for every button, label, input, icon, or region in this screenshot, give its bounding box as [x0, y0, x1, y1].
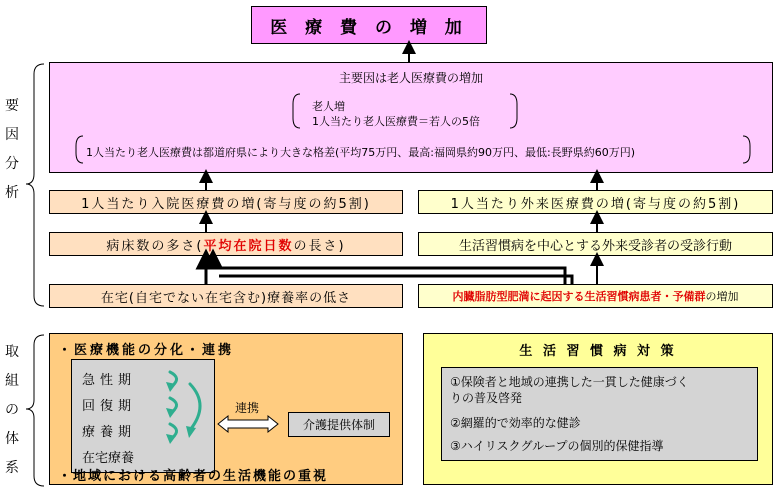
main-factor-heading: 主要因は老人医療費の増加 [338, 71, 483, 85]
side-char: 析 [5, 185, 19, 201]
main-factor-box [49, 62, 773, 173]
side-char: 組 [5, 373, 19, 389]
page-title: 医 療 費 の 増 加 [270, 17, 468, 38]
lifestyle-item: ②網羅的で効率的な健診 [450, 416, 581, 430]
avg-hospital-stay: 平均在院日数 [203, 238, 294, 254]
elderly-cost-ratio: 1人当たり老人医療費＝若人の5倍 [312, 115, 480, 128]
page-title-box [251, 6, 487, 44]
bed-count-prefix: 病床数の多さ( [106, 238, 204, 254]
stage-acute: 急性期 [82, 373, 137, 388]
arrow-metabolic-to-beds [213, 259, 565, 284]
stage-long-term: 療養期 [82, 425, 137, 440]
stage-recovery: 回復期 [82, 399, 137, 414]
side-char: 因 [5, 127, 19, 143]
factor-brace [26, 64, 44, 306]
outpatient-increase-box [418, 190, 773, 214]
side-char: 分 [5, 156, 19, 172]
outpatient-behavior-text: 生活習慣病を中心とする外来受診者の受診行動 [458, 238, 732, 254]
metabolic-suffix: の増加 [705, 290, 739, 303]
measure-brace [26, 335, 44, 486]
side-char: 要 [5, 98, 19, 114]
metabolic-box [418, 284, 773, 308]
outpatient-increase-text: 1人当たり外来医療費の増(寄与度の約5割) [450, 196, 741, 212]
care-system-box [288, 412, 390, 437]
medical-function-footer: ・地域における高齢者の生活機能の重視 [58, 469, 329, 484]
side-char: 取 [5, 344, 19, 360]
lifestyle-items-box [441, 367, 758, 461]
home-care-box [49, 284, 403, 308]
side-char: 系 [5, 460, 19, 476]
stage-home-care: 在宅療養 [82, 451, 135, 466]
bed-count-text [106, 235, 345, 254]
care-stages-box [71, 359, 215, 473]
medical-function-box [49, 333, 403, 485]
home-care-text: 在宅(自宅でない在宅含む)療養率の低さ [100, 290, 352, 306]
bed-count-box [49, 232, 403, 256]
regional-gap-text: 1人当たり老人医療費は都道府県により大きな格差(平均75万円、最高:福岡県約90万円、最低:長野県約60万円) [86, 146, 635, 159]
medical-function-heading: ・医療機能の分化・連携 [58, 343, 235, 358]
outpatient-behavior-box [418, 232, 773, 256]
factor-side-label [2, 92, 22, 208]
lifestyle-box [423, 333, 773, 485]
side-char: 体 [5, 431, 19, 447]
side-char: の [5, 402, 19, 418]
lifestyle-heading: 生 活 習 慣 病 対 策 [519, 344, 677, 359]
lifestyle-item: ③ハイリスクグループの個別的保健指導 [450, 439, 664, 453]
elderly-increase: 老人増 [312, 100, 345, 113]
measure-side-label [2, 338, 22, 483]
lifestyle-item: ①保険者と地域の連携した一貫した健康づくりの普及啓発 [450, 375, 689, 405]
inpatient-increase-text: 1人当たり入院医療費の増(寄与度の約5割) [81, 196, 371, 212]
care-system-text: 介護提供体制 [302, 418, 375, 432]
inpatient-increase-box [49, 190, 403, 214]
metabolic-highlight: 内臓脂肪型肥満に起因する生活習慣病患者・予備群 [452, 290, 706, 303]
metabolic-text [453, 288, 739, 304]
link-label: 連携 [235, 401, 260, 415]
bed-count-suffix: の長さ) [293, 238, 346, 254]
